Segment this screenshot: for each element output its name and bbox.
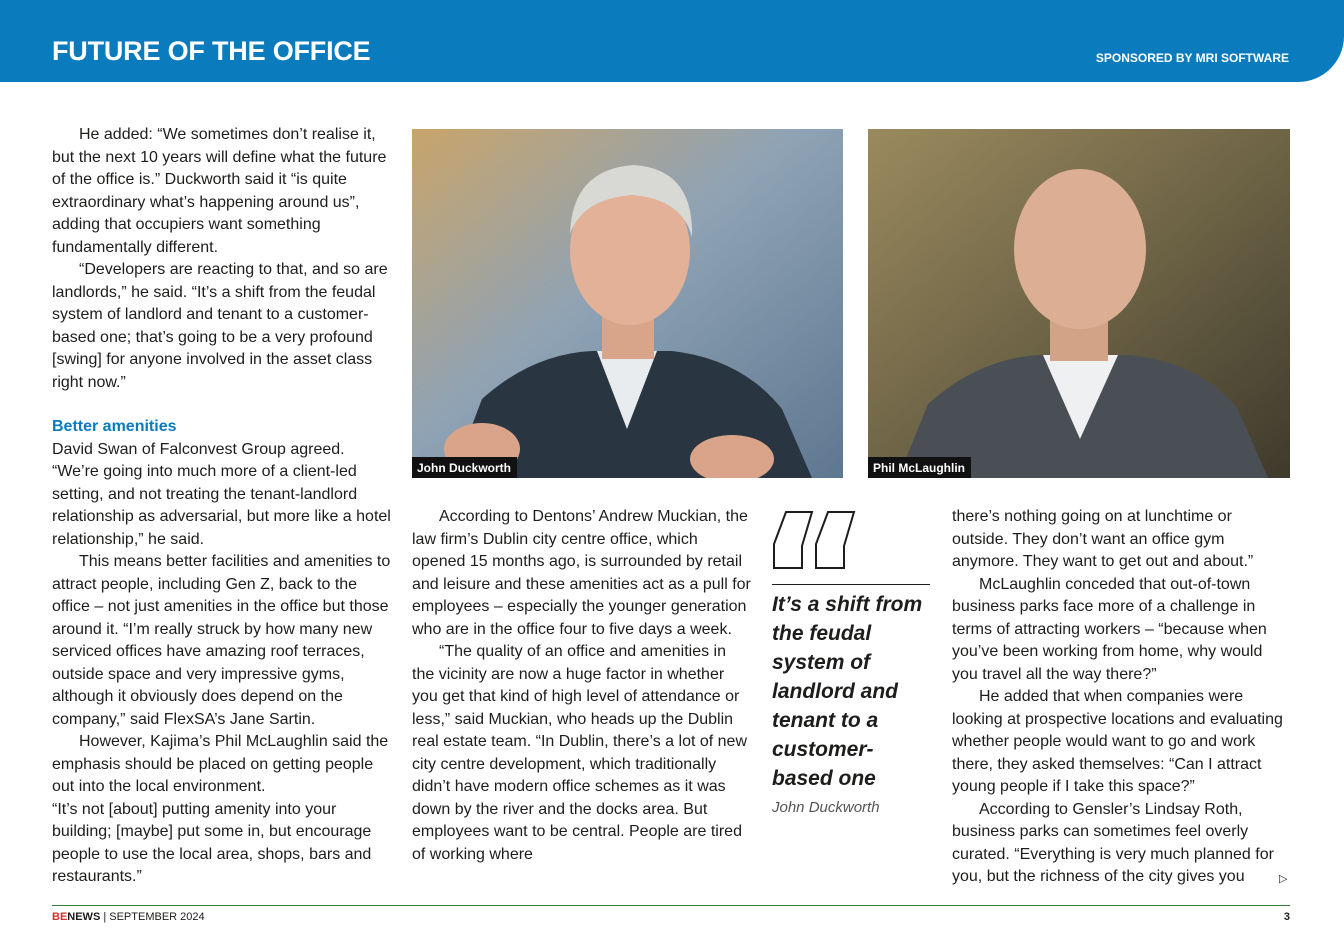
quote-mark-icon (772, 510, 858, 572)
article-column-2 (412, 506, 752, 866)
brand-be: BE (52, 911, 68, 923)
paragraph: He added: “We sometimes don’t realise it, but the next 10 years will define what the future of the office is.” Duckworth said it “is quite extraordinary what’s happening around us”, adding that occupiers want something fundamentally different. (52, 126, 387, 256)
pull-quote: It’s a shift from the feudal system of landlord and tenant to a customer-based one (772, 593, 923, 790)
portrait-illustration (868, 129, 1290, 478)
portrait-illustration (412, 129, 843, 478)
paragraph: McLaughlin conceded that out-of-town business parks face more of a challenge in terms of attracting workers – “because when you’ve been working from home, why would you travel all the way there?” (952, 575, 1267, 683)
issue-date: | SEPTEMBER 2024 (100, 911, 205, 923)
paragraph: “Developers are reacting to that, and so are landlords,” he said. “It’s a shift from the feudal system of landlord and tenant to a customer-based one; that’s going to be a very profound [swing] for anyone involved in the asset class right now.” (52, 261, 388, 391)
article-column-1 (52, 124, 392, 889)
continue-arrow-icon: ▷ (1279, 873, 1288, 885)
paragraph: He added that when companies were looking at prospective locations and evaluating whether people would want to go and work there, they asked themselves: “Can I attract young people if I take this space?” (952, 688, 1283, 795)
header-banner (0, 0, 1344, 82)
paragraph: “It’s not [about] putting amenity into your building; [maybe] put some in, but encourage people to use the local area, shops, bars and restaurants.” (52, 800, 372, 885)
article-column-4 (952, 506, 1292, 889)
paragraph: According to Dentons’ Andrew Muckian, the law firm’s Dublin city centre office, which opened 15 months ago, is surrounded by retail and leisure and these amenities act as a pull for employees – especially the younger generation who are in the office four to five days a week. (412, 508, 751, 638)
subheading-better-amenities: Better amenities (52, 418, 177, 435)
footer-rule (52, 905, 1290, 906)
paragraph: However, Kajima’s Phil McLaughlin said the emphasis should be placed on getting people out into the local environment. (52, 733, 389, 795)
sponsor-label: SPONSORED BY MRI SOFTWARE (1095, 51, 1289, 65)
section-title: FUTURE OF THE OFFICE (52, 36, 371, 66)
page-number: 3 (1283, 911, 1290, 923)
brand-news: NEWS (67, 911, 101, 923)
photo-caption: John Duckworth (412, 457, 517, 478)
photo-caption: Phil McLaughlin (868, 457, 971, 478)
paragraph: This means better facilities and amenities to attract people, including Gen Z, back to the office – not just amenities in the office but those around it. “I’m really struck by how many new serviced offices have amazing roof terraces, outside space and very impressive gyms, although it obviously does depend on the company,” said FlexSA’s Jane Sartin. (52, 553, 391, 728)
photo-phil-mclaughlin (868, 129, 1290, 478)
footer-credit (52, 911, 205, 923)
photo-john-duckworth (412, 129, 843, 478)
pull-quote-rule (772, 584, 930, 585)
paragraph: According to Gensler’s Lindsay Roth, business parks can sometimes feel overly curated. “Everything is very much planned for you, but the richness of the city gives you (952, 800, 1274, 885)
pull-quote-attribution: John Duckworth (772, 799, 880, 816)
paragraph: David Swan of Falconvest Group agreed. “We’re going into much more of a client-led setting, and not treating the tenant-landlord relationship as adversarial, but more like a hotel relationship,” he said. (52, 440, 391, 548)
paragraph: there’s nothing going on at lunchtime or outside. They don’t want an office gym anymore. They want to get out and about.” (952, 508, 1254, 570)
paragraph: “The quality of an office and amenities in the vicinity are now a huge factor in whether you get that kind of high level of attendance or less,” said Muckian, who heads up the Dublin real estate team. “In Dublin, there’s a lot of new city centre development, which traditionally didn’t have modern office schemes as it was down by the river and the docks area. But employees want to be central. People are tired of working where (412, 643, 747, 863)
